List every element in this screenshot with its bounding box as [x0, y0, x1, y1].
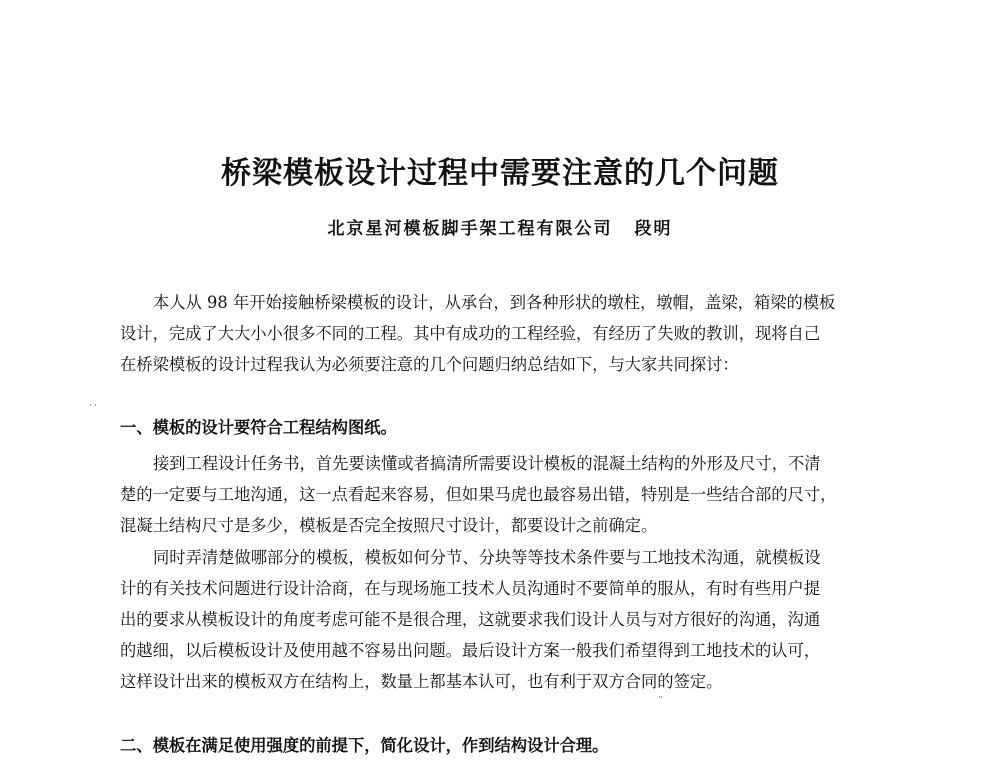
intro-line: 在桥梁模板的设计过程我认为必须要注意的几个问题归纳总结如下，与大家共同探讨：: [120, 355, 739, 374]
scan-mark: ¨: [658, 696, 663, 707]
intro-line: 设计，完成了大大小小很多不同的工程。其中有成功的工程经验，有经历了失败的教训，现将自己: [120, 324, 821, 343]
section1-paragraph-1: [120, 448, 888, 541]
section1-para2-line: 计的有关技术问题进行设计洽商，在与现场施工技术人员沟通时不要简单的服从，有时有些用户提: [120, 579, 821, 598]
section1-para2-line: 的越细，以后模板设计及使用越不容易出问题。最后设计方案一般我们希望得到工地技术的认可，: [120, 641, 821, 660]
section1-para1-line: 接到工程设计任务书，首先要读懂或者搞清所需要设计模板的混凝土结构的外形及尺寸，不清: [153, 454, 821, 473]
intro-line: 本人从 98 年开始接触桥梁模板的设计，从承台，到各种形状的墩柱，墩帽，盖梁，箱梁的模板: [153, 293, 836, 312]
scan-mark: ˙˙: [88, 404, 98, 415]
section1-para1-line: 混凝土结构尺寸是多少，模板是否完全按照尺寸设计，都要设计之前确定。: [120, 516, 658, 535]
section1-heading: 一、模板的设计要符合工程结构图纸。: [120, 418, 397, 437]
section1-para2-line: 这样设计出来的模板双方在结构上，数量上都基本认可，也有利于双方合同的签定。: [120, 672, 723, 691]
section1-para2-line: 出的要求从模板设计的角度考虑可能不是很合理，这就要求我们设计人员与对方很好的沟通，沟通: [120, 610, 821, 629]
byline: [0, 214, 1000, 239]
section2-heading: 二、模板在满足使用强度的前提下，简化设计，作到结构设计合理。: [120, 736, 609, 755]
intro-paragraph: [120, 287, 888, 380]
section1-para1-line: 楚的一定要与工地沟通，这一点看起来容易，但如果马虎也最容易出错，特别是一些结合部的尺寸，: [120, 485, 837, 504]
document-title: 桥梁模板设计过程中需要注意的几个问题: [221, 156, 779, 191]
byline-company: 北京星河模板脚手架工程有限公司: [327, 219, 613, 239]
section1-paragraph-2: [120, 542, 888, 697]
byline-author: 段明: [634, 219, 673, 239]
section1-para2-line: 同时弄清楚做哪部分的模板，模板如何分节、分块等等技术条件要与工地技术沟通，就模板设: [153, 548, 821, 567]
